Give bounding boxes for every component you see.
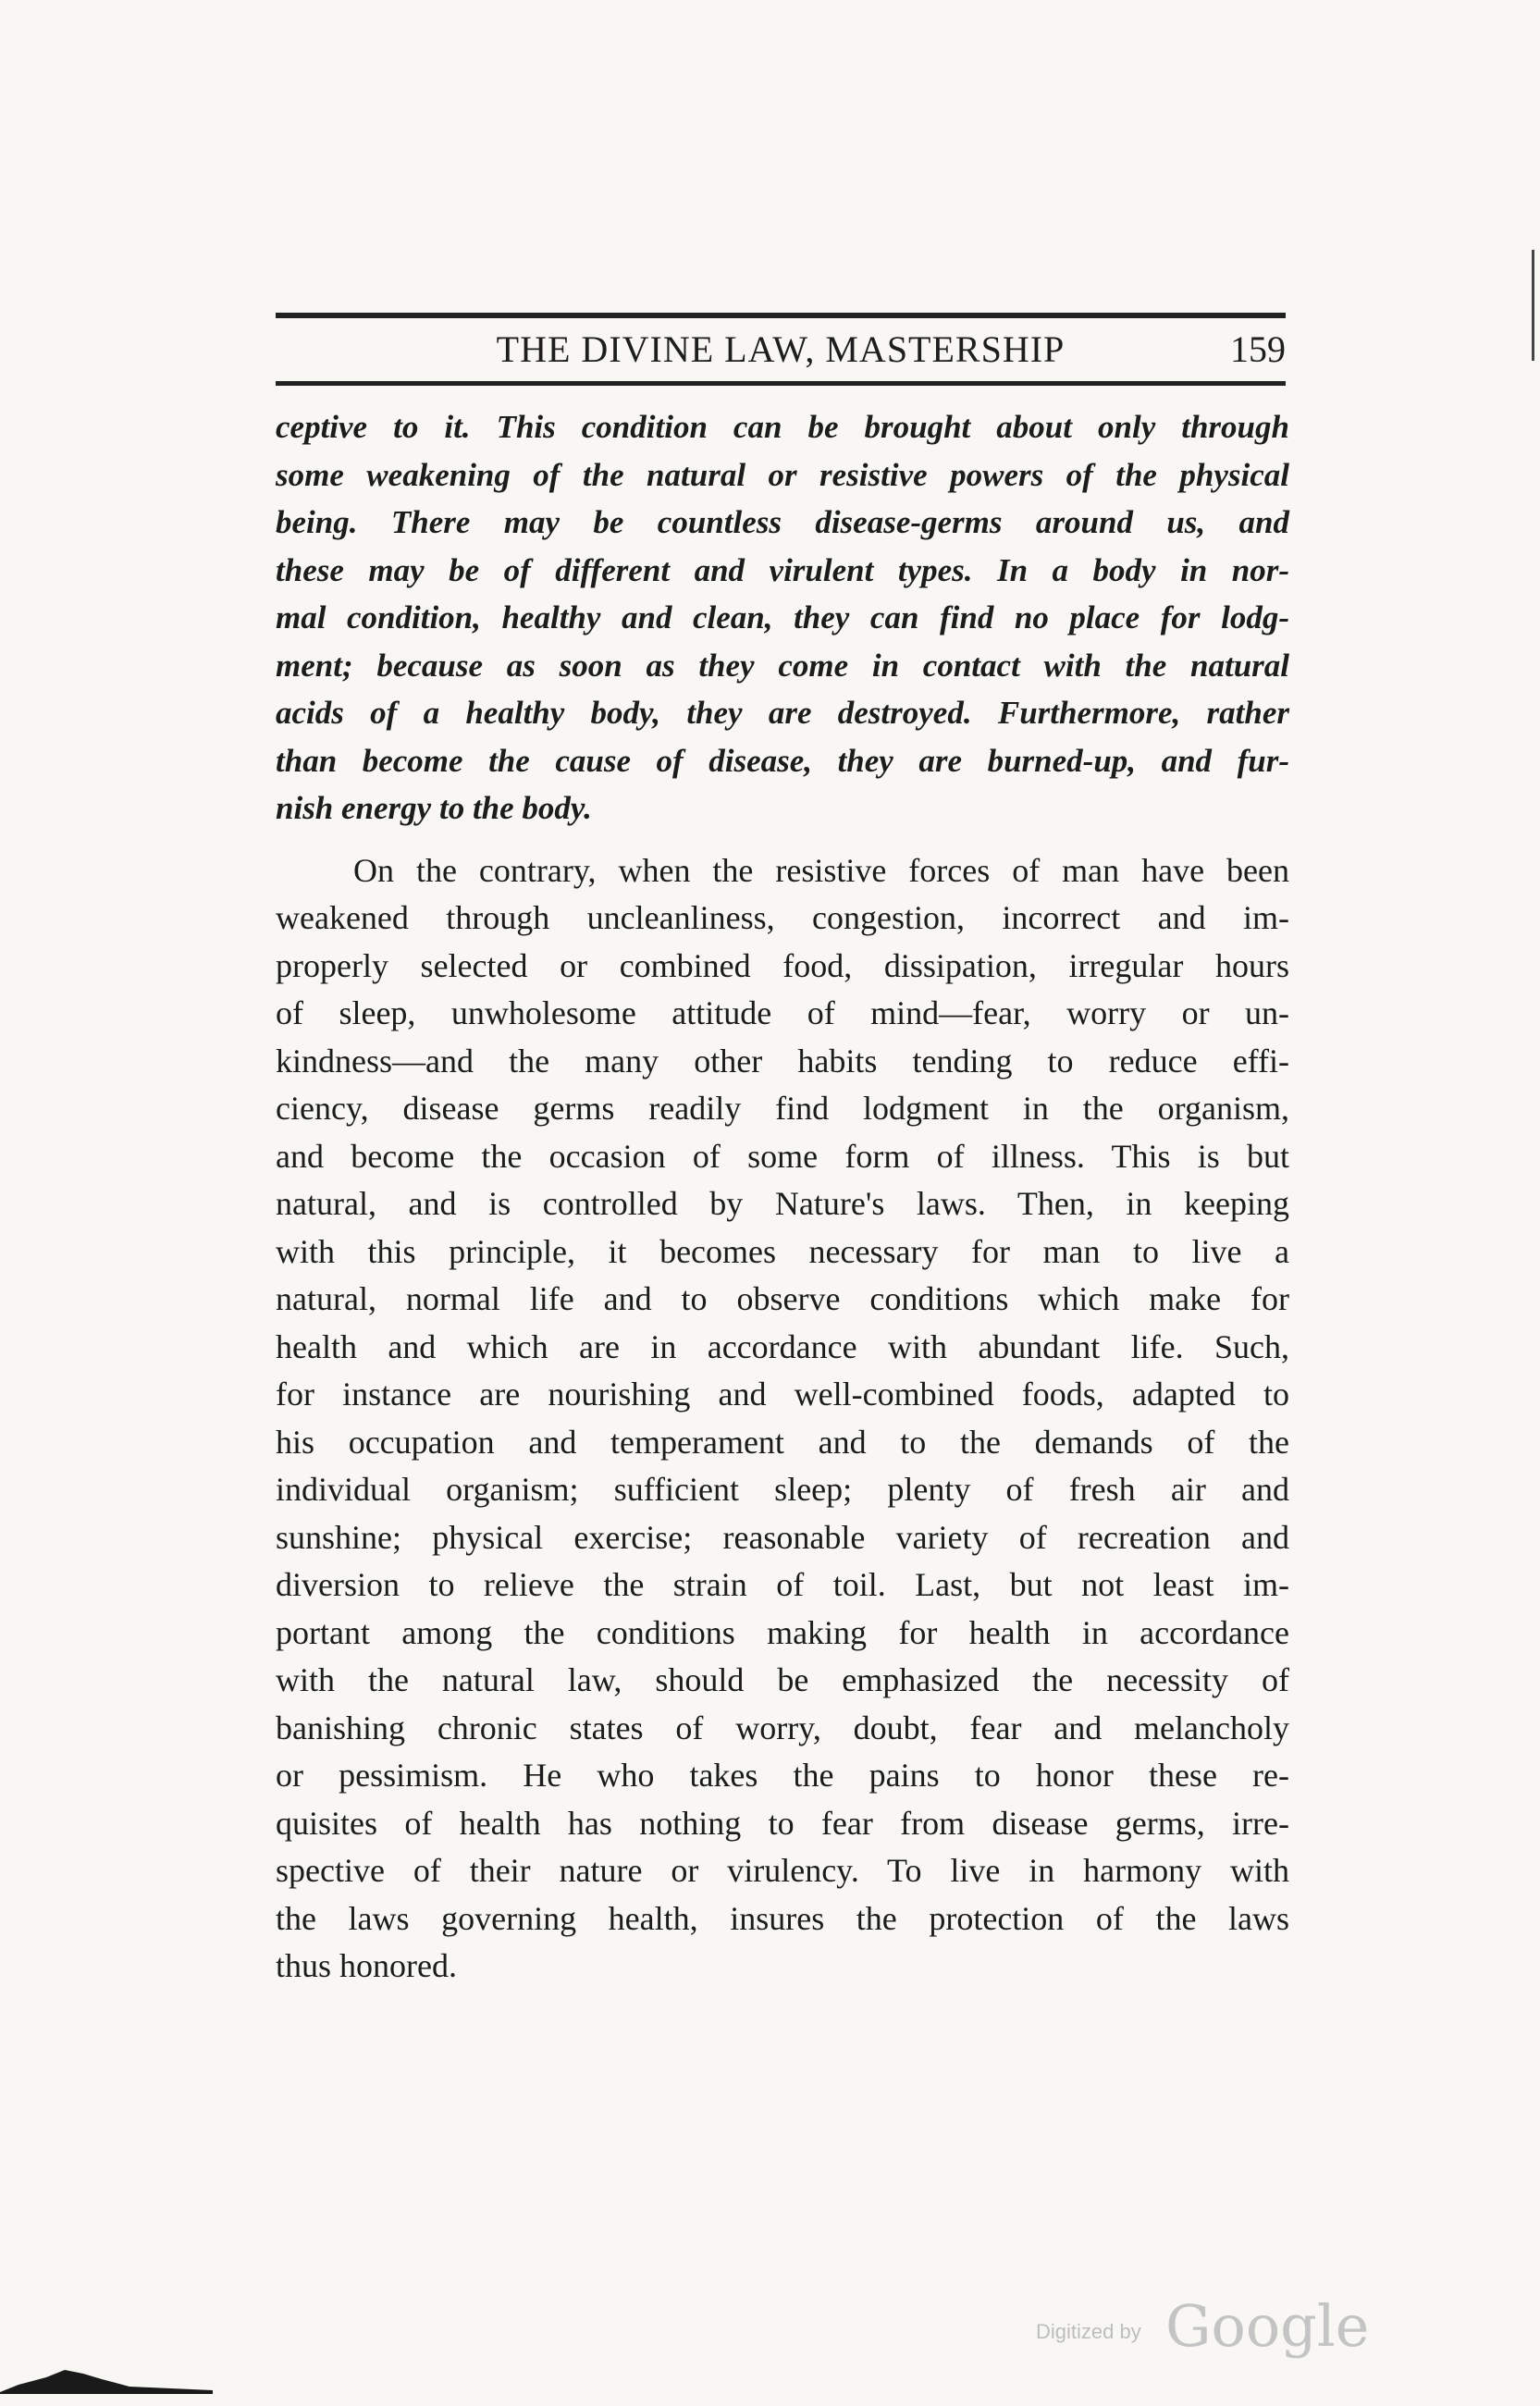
page-number: 159: [1230, 328, 1286, 370]
body-text: [276, 403, 1289, 1991]
text-line: health and which are in accordance with abundant life. Such,: [276, 1327, 1289, 1365]
digitized-watermark: [1036, 2292, 1370, 2360]
running-head: [276, 324, 1286, 379]
header-rule-bottom: [276, 381, 1286, 386]
text-line: natural, normal life and to observe conditions which make for: [276, 1280, 1289, 1317]
text-line: of sleep, unwholesome attitude of mind—fear, worry or un-: [276, 994, 1289, 1031]
text-line: natural, and is controlled by Nature's laws. Then, in keeping: [276, 1185, 1289, 1222]
text-line: the laws governing health, insures the protection of the laws: [276, 1899, 1289, 1937]
text-line: banishing chronic states of worry, doubt, fear and melancholy: [276, 1709, 1289, 1746]
text-line: spective of their nature or virulency. To live in harmony with: [276, 1852, 1289, 1889]
text-line: his occupation and temperament and to the demands of the: [276, 1423, 1289, 1461]
text-line: portant among the conditions making for health in accordance: [276, 1613, 1289, 1651]
text-line: diversion to relieve the strain of toil. Last, but not least im-: [276, 1566, 1289, 1603]
header-rule-top: [276, 313, 1286, 318]
text-line: kindness—and the many other habits tending to reduce effi-: [276, 1042, 1289, 1080]
text-line: weakened through uncleanliness, congestion, incorrect and im-: [276, 899, 1289, 936]
text-line: with the natural law, should be emphasized the necessity of: [276, 1661, 1289, 1698]
text-line: or pessimism. He who takes the pains to honor these re-: [276, 1757, 1289, 1794]
paragraph-gap: [276, 833, 1289, 847]
text-line: acids of a healthy body, they are destroyed. Furthermore, rather: [276, 695, 1289, 731]
roman-paragraph: [276, 847, 1289, 1991]
text-line: quisites of health has nothing to fear from disease germs, irre-: [276, 1804, 1289, 1842]
text-line: sunshine; physical exercise; reasonable variety of recreation and: [276, 1518, 1289, 1556]
text-line: these may be of different and virulent types. In a body in nor-: [276, 551, 1289, 588]
text-line: for instance are nourishing and well-combined foods, adapted to: [276, 1376, 1289, 1413]
text-line: and become the occasion of some form of illness. This is but: [276, 1137, 1289, 1175]
watermark-caption: Digitized by: [1036, 2320, 1141, 2343]
text-line: being. There may be countless disease-germs around us, and: [276, 504, 1289, 540]
italic-paragraph: [276, 403, 1289, 833]
text-line: properly selected or combined food, dissipation, irregular hours: [276, 946, 1289, 984]
text-line: ceptive to it. This condition can be brought about only through: [276, 409, 1289, 445]
text-line: some weakening of the natural or resistive powers of the physical: [276, 456, 1289, 493]
text-line: On the contrary, when the resistive forces of man have been: [353, 851, 1289, 889]
text-line: individual organism; sufficient sleep; plenty of fresh air and: [276, 1471, 1289, 1508]
text-line: ciency, disease germs readily find lodgment in the organism,: [276, 1090, 1289, 1127]
scan-corner-artifact: [0, 2357, 213, 2394]
text-line: nish energy to the body.: [276, 790, 592, 826]
text-line: ment; because as soon as they come in contact with the natural: [276, 647, 1289, 684]
google-logo: Google: [1165, 2292, 1370, 2360]
text-line: mal condition, healthy and clean, they can find no place for lodg-: [276, 599, 1289, 635]
text-line: with this principle, it becomes necessary for man to live a: [276, 1232, 1289, 1270]
text-line: than become the cause of disease, they are burned-up, and fur-: [276, 742, 1289, 779]
running-title: THE DIVINE LAW, MASTERSHIP: [496, 328, 1066, 370]
text-line: thus honored.: [276, 1947, 457, 1984]
scan-edge-mark: [1532, 250, 1534, 361]
